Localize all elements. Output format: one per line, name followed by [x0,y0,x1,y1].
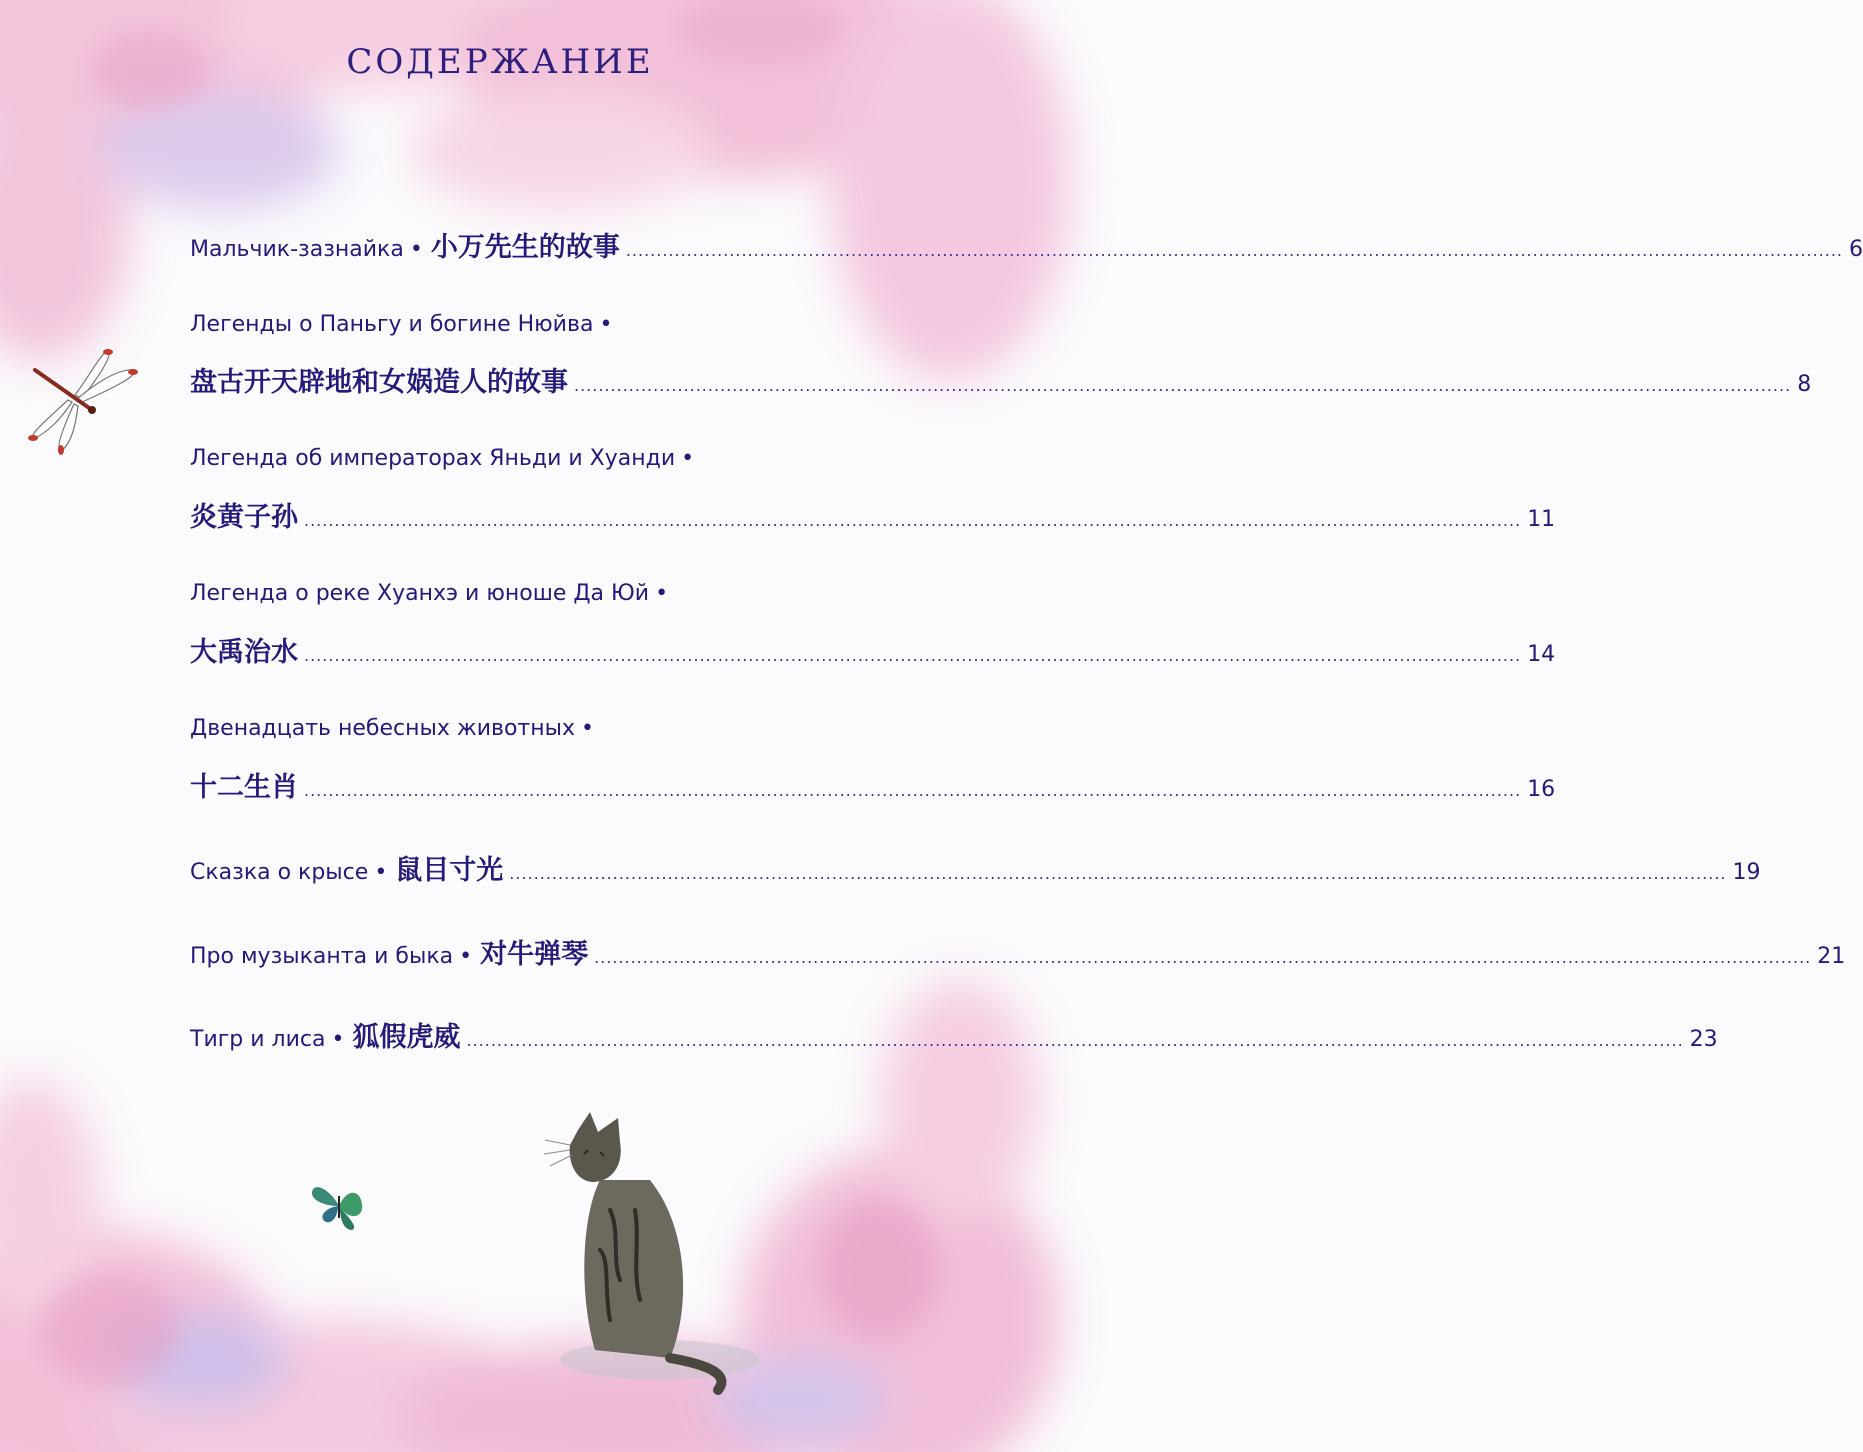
page-number: 6 [1849,237,1863,262]
page-number: 16 [1527,777,1556,802]
toc-entry-russian-title: Тигр и лиса [190,1027,326,1052]
toc-entry-4-line-2[interactable] [190,630,1556,669]
bullet-separator: • [681,446,695,471]
dot-leader: ........................................................................................................................................................................................................ [304,511,1522,530]
bullet-separator: • [374,860,388,885]
toc-entry-5-line-2[interactable] [190,765,1556,804]
toc-entry-chinese-title: 狐假虎威 [352,1022,461,1053]
toc-entry-russian-title: Легенда об императорах Яньди и Хуанди [190,446,676,471]
toc-entry-russian-title: Легенда о реке Хуанхэ и юноше Да Юй [190,581,650,606]
toc-entry-7[interactable] [190,932,1846,971]
page-number: 11 [1527,507,1556,532]
bullet-separator: • [331,1027,345,1052]
dot-leader: ........................................................................................................................................................................................................ [594,948,1812,967]
bullet-separator: • [655,581,669,606]
page-title: СОДЕРЖАНИЕ [346,42,654,82]
bullet-separator: • [409,237,423,262]
toc-entry-russian-title: Про музыканта и быка [190,944,454,969]
dot-leader: ........................................................................................................................................................................................................ [304,646,1522,665]
page-number: 14 [1527,642,1556,667]
toc-entry-3-line-1[interactable] [190,446,794,471]
dot-leader: ........................................................................................................................................................................................................ [625,241,1843,260]
page-number: 21 [1817,944,1846,969]
toc-entry-3-line-2[interactable] [190,495,1556,534]
toc-entry-russian-title: Сказка о крысе [190,860,369,885]
toc-entry-chinese-title: 大禹治水 [190,637,298,668]
page-number: 8 [1797,372,1812,397]
toc-entry-chinese-title: 炎黄子孙 [190,502,298,533]
toc-entry-chinese-title: 盘古开天辟地和女娲造人的故事 [190,367,568,398]
toc-entry-5-line-1[interactable] [190,716,794,741]
dot-leader: ........................................................................................................................................................................................................ [466,1031,1684,1050]
toc-entry-chinese-title: 小万先生的故事 [430,232,620,263]
toc-entry-chinese-title: 十二生肖 [190,772,298,803]
bullet-separator: • [599,312,613,337]
toc-entry-4-line-1[interactable] [190,581,794,606]
toc-entry-1[interactable] [190,225,1863,264]
page-number: 23 [1689,1027,1718,1052]
toc-entry-chinese-title: 鼠目寸光 [395,855,504,886]
toc-entry-2-line-2[interactable] [190,360,1812,399]
dot-leader: ........................................................................................................................................................................................................ [574,376,1792,395]
toc-entry-russian-title: Двенадцать небесных животных [190,716,576,741]
toc-entry-6[interactable] [190,848,1761,887]
toc-entry-8[interactable] [190,1015,1718,1054]
page-number: 19 [1732,860,1761,885]
dot-leader: ........................................................................................................................................................................................................ [509,864,1727,883]
dot-leader: ........................................................................................................................................................................................................ [304,781,1522,800]
toc-entry-russian-title: Легенды о Паньгу и богине Нюйва [190,312,594,337]
toc-entry-chinese-title: 对牛弹琴 [480,939,589,970]
toc-entry-russian-title: Мальчик-зазнайка [190,237,404,262]
toc-entry-2-line-1[interactable] [190,312,794,337]
bullet-separator: • [581,716,594,741]
bullet-separator: • [459,944,473,969]
